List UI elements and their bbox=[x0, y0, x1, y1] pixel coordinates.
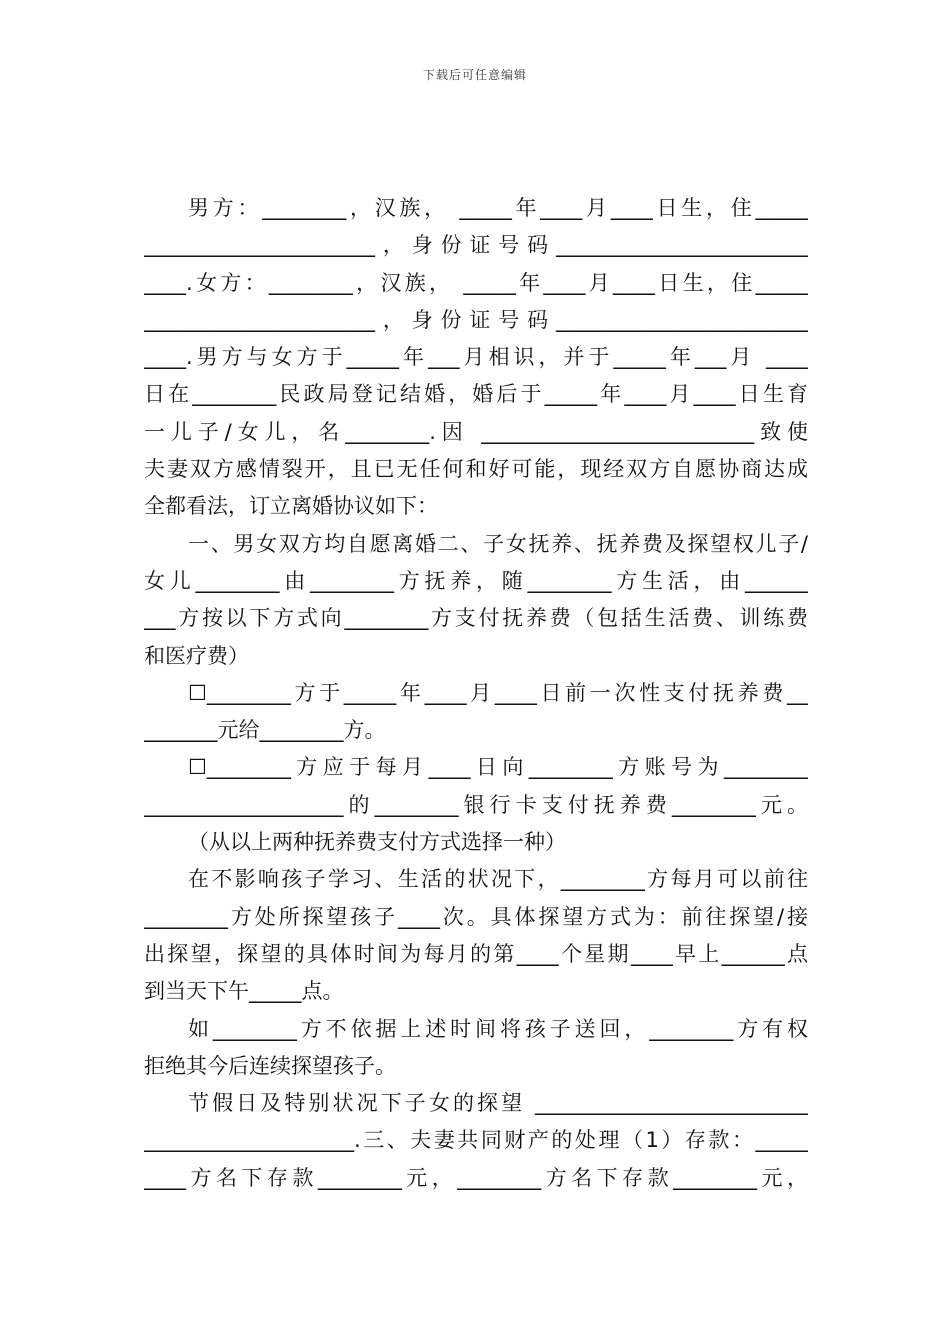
text-line: 出探望，探望的具体时间为每月的第____个星期____早上______点 bbox=[144, 941, 808, 966]
text-line: _______元给________方。 bbox=[144, 718, 386, 743]
text-line: ____.女方：________，汉族， _____年____月____日生，住_____ bbox=[144, 270, 808, 295]
text-line: 女儿________由________方抚养，随________方生活，由______ bbox=[144, 568, 808, 593]
text-line: ____方名下存款________元，________方名下存款________元， bbox=[144, 1165, 808, 1190]
text-line: ☐________方应于每月____日向________方账号为________ bbox=[188, 755, 808, 780]
text-line: 拒绝其今后连续探望孩子。 bbox=[144, 1053, 396, 1078]
text-line: ____.男方与女方于_____年___月相识，并于_____年___月 ____ bbox=[144, 345, 808, 370]
text-line: 夫妻双方感情裂开，且已无任何和好可能，现经双方自愿协商达成 bbox=[144, 457, 808, 482]
agreement-body bbox=[144, 190, 808, 1197]
text-line: ___方按以下方式向________方支付抚养费（包括生活费、训练费 bbox=[144, 606, 808, 631]
text-line: 如________方不依据上述时间将孩子送回，________方有权 bbox=[188, 1016, 808, 1041]
text-line: 节假日及特别状况下子女的探望 __________________________ bbox=[188, 1091, 808, 1116]
text-line: 男方：________，汉族， _____年____月____日生，住_____ bbox=[188, 196, 808, 220]
text-line: 和医疗费） bbox=[144, 643, 249, 668]
text-line: 一、男女双方均自愿离婚二、子女抚养、抚养费及探望权儿子/ bbox=[188, 531, 808, 556]
text-line: 日在________民政局登记结婚，婚后于_____年____月____日生育 bbox=[144, 382, 808, 407]
text-line: ______________________，身份证号码________________________ bbox=[144, 307, 808, 332]
text-line: ___________________的________银行卡支付抚养费________元。 bbox=[144, 792, 808, 817]
text-line: （从以上两种抚养费支付方式选择一种） bbox=[188, 830, 566, 855]
page-header-note: 下载后可任意编辑 bbox=[422, 68, 527, 82]
text-line: 一儿子/女儿，名________.因 __________________________致使 bbox=[144, 419, 808, 444]
text-line: ____________________.三、夫妻共同财产的处理（1）存款：_____ bbox=[144, 1128, 808, 1153]
text-line: ______________________，身份证号码________________________ bbox=[144, 233, 808, 258]
text-line: ________方处所探望孩子____次。具体探望方式为：前往探望/接 bbox=[144, 904, 808, 929]
text-line: 到当天下午_____点。 bbox=[144, 979, 344, 1004]
text-line: 全都看法，订立离婚协议如下： bbox=[144, 494, 438, 519]
text-line: ☐________方于_____年____月____日前一次性支付抚养费__ bbox=[188, 680, 808, 705]
text-line: 在不影响孩子学习、生活的状况下，________方每月可以前往 bbox=[188, 867, 808, 892]
